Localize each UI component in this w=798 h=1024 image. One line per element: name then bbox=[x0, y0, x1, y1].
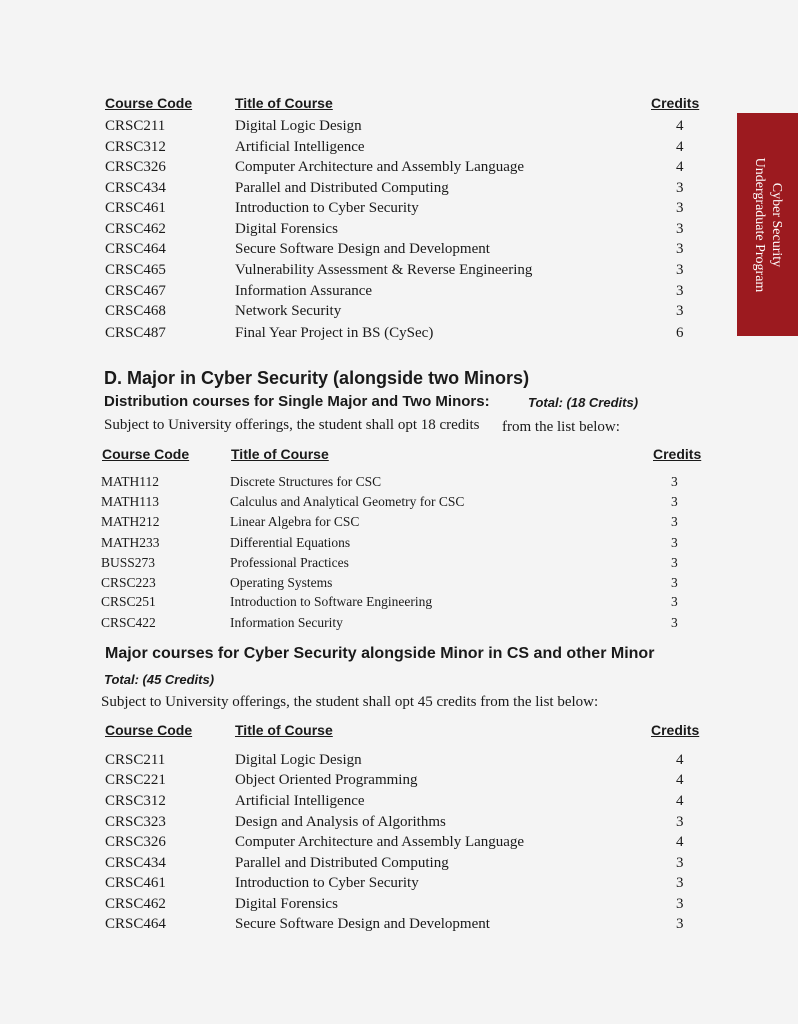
header-credits: Credits bbox=[651, 95, 700, 111]
table-row bbox=[0, 896, 798, 916]
header-title: Title of Course bbox=[235, 95, 333, 111]
table-row bbox=[0, 474, 798, 494]
course-title: Secure Software Design and Development bbox=[235, 916, 490, 932]
course-code: CRSC434 bbox=[105, 855, 166, 871]
course-credits: 4 bbox=[676, 752, 684, 768]
course-code: CRSC464 bbox=[105, 241, 166, 257]
course-title: Introduction to Software Engineering bbox=[230, 594, 433, 609]
course-credits: 3 bbox=[671, 615, 678, 630]
header-title: Title of Course bbox=[231, 446, 329, 462]
course-title: Professional Practices bbox=[230, 555, 349, 570]
course-credits: 3 bbox=[671, 494, 678, 509]
course-code: CRSC434 bbox=[105, 180, 166, 196]
course-credits: 3 bbox=[671, 594, 678, 609]
course-title: Introduction to Cyber Security bbox=[235, 875, 419, 891]
table-row bbox=[0, 262, 798, 282]
course-credits: 3 bbox=[676, 814, 684, 830]
course-credits: 3 bbox=[676, 241, 684, 257]
course-code: CRSC465 bbox=[105, 262, 166, 278]
table-row bbox=[0, 241, 798, 261]
course-title: Secure Software Design and Development bbox=[235, 241, 490, 257]
course-credits: 3 bbox=[676, 916, 684, 932]
course-credits: 3 bbox=[676, 896, 684, 912]
distribution-intro-a: Subject to University offerings, the student shall opt 18 credits bbox=[104, 417, 480, 433]
course-credits: 4 bbox=[676, 772, 684, 788]
header-credits: Credits bbox=[653, 446, 702, 462]
table-row bbox=[0, 575, 798, 595]
distribution-subheading: Distribution courses for Single Major and Two Minors: bbox=[104, 393, 490, 410]
table-row bbox=[0, 514, 798, 534]
course-code: CRSC312 bbox=[105, 793, 166, 809]
course-title: Vulnerability Assessment & Reverse Engineering bbox=[235, 262, 533, 278]
course-title: Linear Algebra for CSC bbox=[230, 514, 360, 529]
major-total: Total: (45 Credits) bbox=[104, 672, 215, 687]
table-row bbox=[0, 814, 798, 834]
course-code: CRSC323 bbox=[105, 814, 166, 830]
course-title: Artificial Intelligence bbox=[235, 793, 365, 809]
course-title: Network Security bbox=[235, 303, 342, 319]
course-code: CRSC312 bbox=[105, 139, 166, 155]
course-credits: 3 bbox=[676, 221, 684, 237]
course-credits: 3 bbox=[676, 303, 684, 319]
table-row bbox=[0, 793, 798, 813]
course-title: Parallel and Distributed Computing bbox=[235, 855, 449, 871]
course-code: MATH233 bbox=[101, 535, 160, 550]
course-code: CRSC468 bbox=[105, 303, 166, 319]
table-row bbox=[0, 200, 798, 220]
course-code: CRSC462 bbox=[105, 221, 166, 237]
course-title: Final Year Project in BS (CySec) bbox=[235, 325, 434, 341]
course-title: Calculus and Analytical Geometry for CSC bbox=[230, 494, 465, 509]
table-row bbox=[0, 325, 798, 345]
course-title: Design and Analysis of Algorithms bbox=[235, 814, 446, 830]
course-credits: 3 bbox=[671, 575, 678, 590]
table-row bbox=[0, 494, 798, 514]
course-code: CRSC422 bbox=[101, 615, 156, 630]
course-credits: 4 bbox=[676, 834, 684, 850]
course-code: MATH113 bbox=[101, 494, 160, 509]
course-code: CRSC223 bbox=[101, 575, 156, 590]
table-row bbox=[0, 875, 798, 895]
course-credits: 3 bbox=[676, 283, 684, 299]
header-course-code: Course Code bbox=[102, 446, 190, 462]
course-credits: 6 bbox=[676, 325, 684, 341]
table-row bbox=[0, 118, 798, 138]
course-code: CRSC464 bbox=[105, 916, 166, 932]
course-title: Information Security bbox=[230, 615, 343, 630]
table-row bbox=[0, 615, 798, 635]
table-row bbox=[0, 303, 798, 323]
course-code: MATH212 bbox=[101, 514, 160, 529]
course-title: Computer Architecture and Assembly Language bbox=[235, 159, 525, 175]
course-title: Information Assurance bbox=[235, 283, 373, 299]
course-title: Object Oriented Programming bbox=[235, 772, 418, 788]
course-credits: 3 bbox=[676, 262, 684, 278]
course-code: CRSC326 bbox=[105, 159, 166, 175]
table-row bbox=[0, 752, 798, 772]
header-course-code: Course Code bbox=[105, 722, 193, 738]
header-credits: Credits bbox=[651, 722, 700, 738]
course-code: BUSS273 bbox=[101, 555, 156, 570]
course-code: CRSC211 bbox=[105, 118, 166, 134]
course-code: CRSC211 bbox=[105, 752, 166, 768]
distribution-total: Total: (18 Credits) bbox=[528, 395, 639, 410]
course-credits: 3 bbox=[676, 180, 684, 196]
course-code: MATH112 bbox=[101, 474, 160, 489]
table-row bbox=[0, 594, 798, 614]
table-row bbox=[0, 180, 798, 200]
course-title: Parallel and Distributed Computing bbox=[235, 180, 449, 196]
table-row bbox=[0, 221, 798, 241]
course-title: Differential Equations bbox=[230, 535, 351, 550]
course-title: Digital Forensics bbox=[235, 896, 338, 912]
course-code: CRSC487 bbox=[105, 325, 166, 341]
table-row bbox=[0, 855, 798, 875]
course-credits: 4 bbox=[676, 118, 684, 134]
header-title: Title of Course bbox=[235, 722, 333, 738]
course-code: CRSC251 bbox=[101, 594, 156, 609]
major-intro: Subject to University offerings, the student shall opt 45 credits from the list below: bbox=[101, 694, 599, 710]
table-row bbox=[0, 283, 798, 303]
course-credits: 3 bbox=[676, 855, 684, 871]
course-credits: 3 bbox=[676, 200, 684, 216]
table-row bbox=[0, 139, 798, 159]
course-title: Digital Logic Design bbox=[235, 118, 362, 134]
course-credits: 3 bbox=[671, 535, 678, 550]
course-code: CRSC461 bbox=[105, 875, 166, 891]
course-code: CRSC462 bbox=[105, 896, 166, 912]
table-row bbox=[0, 555, 798, 575]
course-credits: 3 bbox=[671, 555, 678, 570]
course-title: Digital Logic Design bbox=[235, 752, 362, 768]
distribution-intro-b: from the list below: bbox=[502, 419, 620, 435]
course-code: CRSC326 bbox=[105, 834, 166, 850]
course-title: Artificial Intelligence bbox=[235, 139, 365, 155]
course-title: Digital Forensics bbox=[235, 221, 338, 237]
course-code: CRSC461 bbox=[105, 200, 166, 216]
major-courses-heading: Major courses for Cyber Security alongside Minor in CS and other Minor bbox=[105, 645, 655, 662]
course-title: Operating Systems bbox=[230, 575, 333, 590]
table-row bbox=[0, 535, 798, 555]
course-credits: 4 bbox=[676, 139, 684, 155]
course-code: CRSC221 bbox=[105, 772, 166, 788]
course-credits: 3 bbox=[671, 514, 678, 529]
course-title: Computer Architecture and Assembly Language bbox=[235, 834, 525, 850]
course-title: Discrete Structures for CSC bbox=[230, 474, 382, 489]
table-row bbox=[0, 772, 798, 792]
table-row bbox=[0, 834, 798, 854]
course-credits: 3 bbox=[676, 875, 684, 891]
header-course-code: Course Code bbox=[105, 95, 193, 111]
side-tab-line2: Undergraduate Program bbox=[751, 157, 767, 292]
course-code: CRSC467 bbox=[105, 283, 166, 299]
table-row bbox=[0, 916, 798, 936]
course-title: Introduction to Cyber Security bbox=[235, 200, 419, 216]
table-row bbox=[0, 159, 798, 179]
course-credits: 3 bbox=[671, 474, 678, 489]
section-d-heading: D. Major in Cyber Security (alongside two Minors) bbox=[104, 368, 530, 388]
course-credits: 4 bbox=[676, 159, 684, 175]
course-credits: 4 bbox=[676, 793, 684, 809]
side-tab-line1: Cyber Security bbox=[768, 182, 784, 267]
